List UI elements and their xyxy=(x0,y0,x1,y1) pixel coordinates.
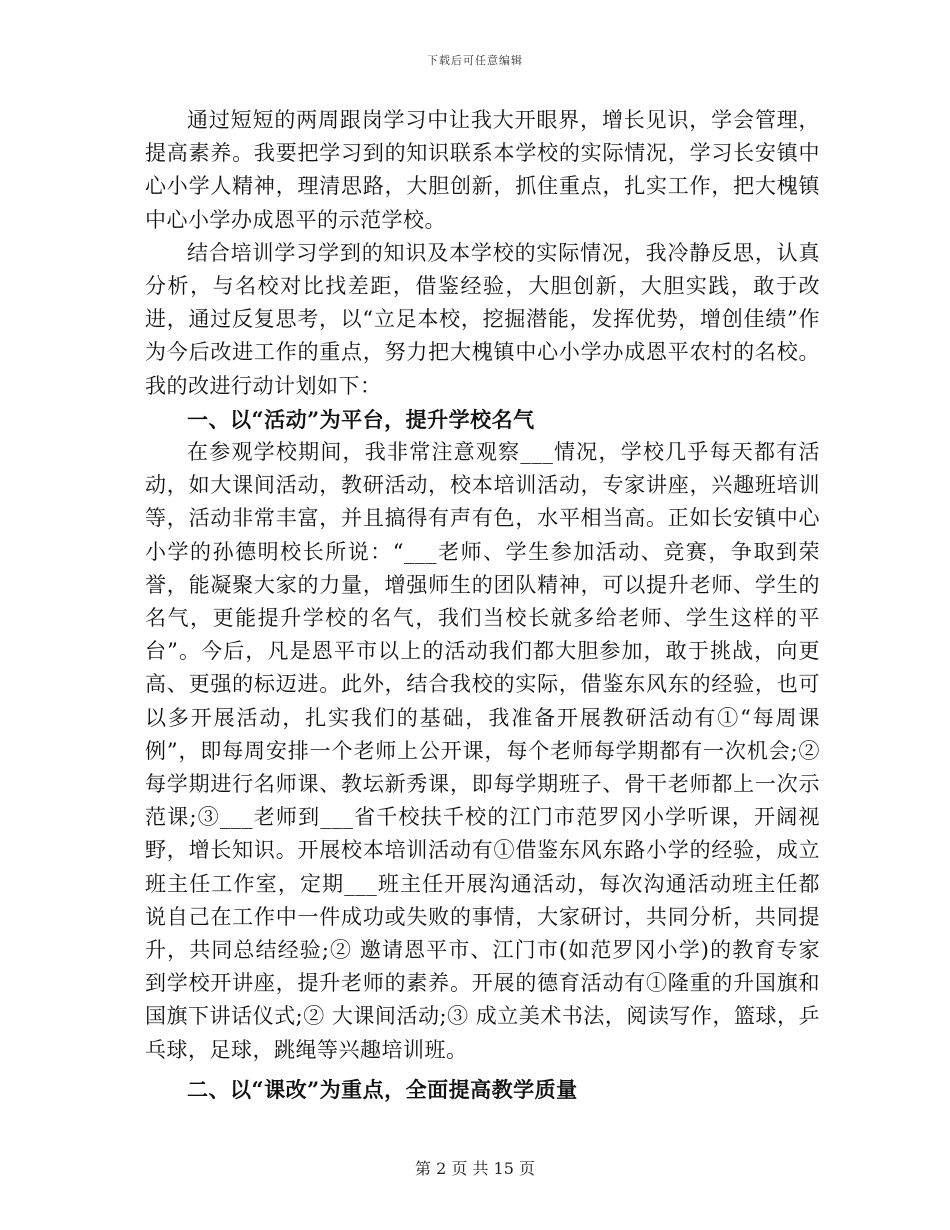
section-heading-activities: 一、以“活动”为平台，提升学校名气 xyxy=(187,406,535,432)
paragraph-activities: 在参观学校期间，我非常注意观察___情况，学校几乎每天都有活动，如大课间活动，教研活动，校本培训活动，专家讲座，兴趣班培训等，活动非常丰富，并且搞得有声有色，水平相当高。正如长安镇中心小学的孙德明校长所说：“___老师、学生参加活动、竞赛，争取到荣誉，能凝聚大家的力量，增强师生的团队精神，可以提升老师、学生的名气，更能提升学校的名气，我们当校长就多给老师、学生这样的平台”。今后，凡是恩平市以上的活动我们都大胆参加，敢于挑战，向更高、更强的标迈进。此外，结合我校的实际，借鉴东风东的经验，也可以多开展活动，扎实我们的基础，我准备开展教研活动有①“每周课例”，即每周安排一个老师上公开课，每个老师每学期都有一次机会;② 每学期进行名师课、教坛新秀课，即每学期班子、骨干老师都上一次示范课;③___老师到___省千校扶千校的江门市范罗冈小学听课，开阔视野，增长知识。开展校本培训活动有①借鉴东风东路小学的经验，成立班主任工作室，定期___班主任开展沟通活动，每次沟通活动班主任都说自己在工作中一件成功或失败的事情，大家研讨，共同分析，共同提升，共同总结经验;② 邀请恩平市、江门市(如范罗冈小学)的教育专家到学校开讲座，提升老师的素养。开展的德育活动有①隆重的升国旗和国旗下讲话仪式;② 大课间活动;③ 成立美术书法，阅读写作，篮球，乒乓球，足球，跳绳等兴趣培训班。 xyxy=(145,440,820,1062)
paragraph-intro: 通过短短的两周跟岗学习中让我大开眼界，增长见识，学会管理，提高素养。我要把学习到的知识联系本学校的实际情况，学习长安镇中心小学人精神，理清思路，大胆创新，抓住重点，扎实工作，把大槐镇中心小学办成恩平的示范学校。 xyxy=(145,108,820,232)
page-header: 下载后可任意编辑 xyxy=(427,54,523,67)
section-heading-curriculum-reform: 二、以“课改”为重点，全面提高教学质量 xyxy=(187,1076,578,1102)
paragraph-plan: 结合培训学习学到的知识及本学校的实际情况，我冷静反思，认真分析，与名校对比找差距，借鉴经验，大胆创新，大胆实践，敢于改进，通过反复思考，以“立足本校，挖掘潜能，发挥优势，增创佳绩”作为今后改进工作的重点，努力把大槐镇中心小学办成恩平农村的名校。我的改进行动计划如下： xyxy=(145,240,820,398)
document-body xyxy=(145,104,820,1106)
page-footer: 第 2 页 共 15 页 xyxy=(415,1159,535,1178)
